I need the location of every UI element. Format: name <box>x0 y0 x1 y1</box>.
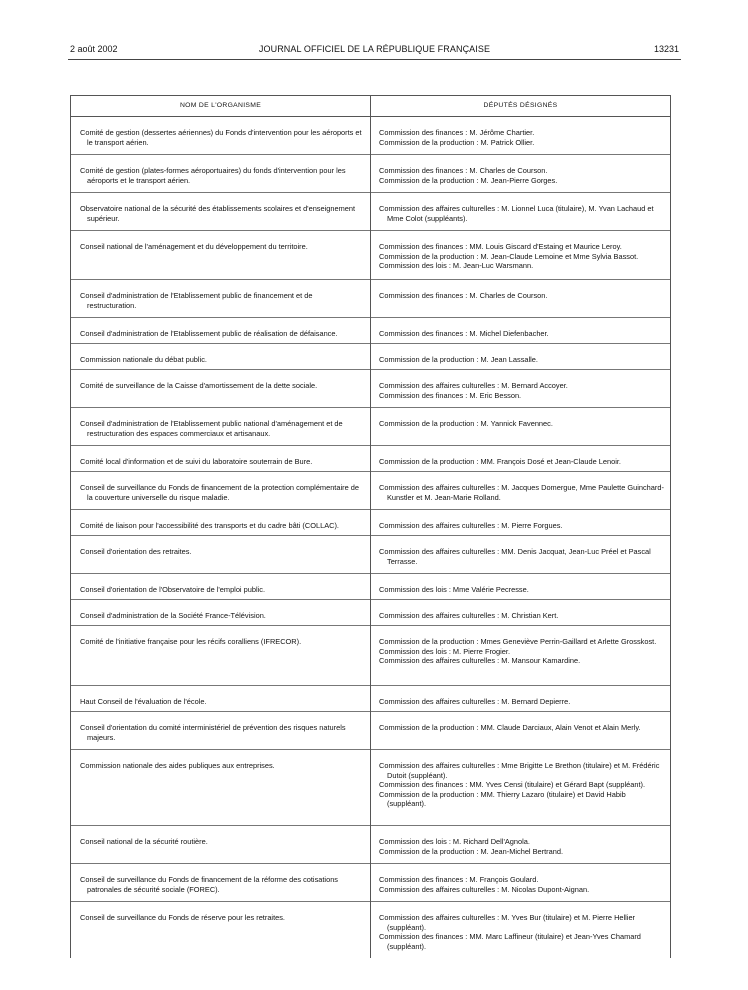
deputes-cell <box>371 626 671 686</box>
deputes-cell <box>371 231 671 280</box>
organisme-cell <box>71 280 371 318</box>
table-row <box>71 446 671 472</box>
organisme-name: Comité de liaison pour l'accessibilité des transports et du cadre bâti (COLLAC). <box>80 521 339 530</box>
deputes-cell <box>371 686 671 712</box>
organisme-name: Conseil d'orientation des retraites. <box>80 547 192 556</box>
depute-designation: Commission de la production : MM. François Dosé et Jean-Claude Lenoir. <box>379 457 621 466</box>
deputes-cell <box>371 472 671 510</box>
organisme-cell <box>71 750 371 826</box>
organisme-name: Conseil d'administration de l'Etablissement public de financement et de restructuration. <box>80 291 313 310</box>
deputes-cell <box>371 193 671 231</box>
table-body <box>71 117 671 958</box>
organisme-name: Comité de gestion (plates-formes aéroportuaires) du fonds d'intervention pour les aéroports et le transport aérien. <box>80 166 346 185</box>
organisme-name: Conseil national de l'aménagement et du développement du territoire. <box>80 242 308 251</box>
depute-designation: Commission de la production : M. Jean Lassalle. <box>379 355 538 364</box>
organisme-cell <box>71 370 371 408</box>
deputes-cell <box>371 536 671 574</box>
deputes-cell <box>371 155 671 193</box>
depute-designation: Commission des affaires culturelles : M. Yves Bur (titulaire) et M. Pierre Hellier (suppléant). <box>379 913 636 932</box>
table-row <box>71 408 671 446</box>
depute-designation: Commission des affaires culturelles : M. Pierre Forgues. <box>379 521 563 530</box>
table-row <box>71 826 671 864</box>
depute-designation: Commission des affaires culturelles : M. Christian Kert. <box>379 611 559 620</box>
column-header-organisme: NOM DE L'ORGANISME <box>71 96 371 117</box>
depute-designation: Commission des affaires culturelles : M. Bernard Accoyer. <box>379 381 568 390</box>
deputes-cell <box>371 826 671 864</box>
table-row <box>71 574 671 600</box>
depute-designation: Commission des affaires culturelles : M. Jacques Domergue, Mme Paulette Guinchard-Kunstler et M. Jean-Marie Rolland. <box>379 483 664 502</box>
header-page-number: 13231 <box>653 44 679 54</box>
organisme-cell <box>71 712 371 750</box>
organisme-cell <box>71 344 371 370</box>
depute-designation: Commission de la production : MM. Thierry Lazaro (titulaire) et David Habib (suppléant). <box>379 789 626 808</box>
depute-designation: Commission des affaires culturelles : MM. Denis Jacquat, Jean-Luc Préel et Pascal Terrasse. <box>379 547 651 566</box>
table-row <box>71 536 671 574</box>
table-row <box>71 155 671 193</box>
header-date: 2 août 2002 <box>70 44 118 54</box>
depute-designation: Commission des finances : M. Eric Besson. <box>379 390 522 400</box>
depute-designation: Commission de la production : M. Yannick Favennec. <box>379 419 553 428</box>
organisme-name: Conseil d'orientation de l'Observatoire de l'emploi public. <box>80 585 265 594</box>
depute-designation: Commission de la production : M. Jean-Pierre Gorges. <box>379 175 558 185</box>
depute-designation: Commission des lois : M. Pierre Frogier. <box>379 646 511 656</box>
table-row <box>71 750 671 826</box>
depute-designation: Commission des lois : M. Jean-Luc Warsmann. <box>379 261 534 270</box>
deputes-cell <box>371 370 671 408</box>
depute-designation: Commission de la production : Mmes Geneviève Perrin-Gaillard et Arlette Grosskost. <box>379 637 657 646</box>
page-header <box>68 44 681 60</box>
organisme-name: Comité de l'initiative française pour les récifs coralliens (IFRECOR). <box>80 637 302 646</box>
deputes-cell <box>371 864 671 902</box>
depute-designation: Commission des finances : M. Michel Diefenbacher. <box>379 329 549 338</box>
deputes-cell <box>371 117 671 155</box>
deputes-cell <box>371 712 671 750</box>
depute-designation: Commission des finances : M. François Goulard. <box>379 875 539 884</box>
deputes-cell <box>371 408 671 446</box>
depute-designation: Commission des finances : M. Charles de Courson. <box>379 166 548 175</box>
depute-designation: Commission des affaires culturelles : M. Nicolas Dupont-Aignan. <box>379 884 590 894</box>
organisme-cell <box>71 472 371 510</box>
organisme-name: Comité de surveillance de la Caisse d'amortissement de la dette sociale. <box>80 381 318 390</box>
depute-designation: Commission des affaires culturelles : M. Lionnel Luca (titulaire), M. Yvan Lachaud et Mme Colot (suppléants). <box>379 204 654 223</box>
organisme-name: Conseil national de la sécurité routière. <box>80 837 208 846</box>
deputes-cell <box>371 446 671 472</box>
header-journal-title: JOURNAL OFFICIEL DE LA RÉPUBLIQUE FRANÇAISE <box>258 44 491 54</box>
table-row <box>71 231 671 280</box>
organisme-name: Conseil d'orientation du comité interministériel de prévention des risques naturels majeurs. <box>80 723 346 742</box>
table-row <box>71 193 671 231</box>
organisme-cell <box>71 574 371 600</box>
depute-designation: Commission des affaires culturelles : M. Mansour Kamardine. <box>379 656 581 665</box>
organisme-name: Haut Conseil de l'évaluation de l'école. <box>80 697 207 706</box>
table-row <box>71 902 671 958</box>
depute-designation: Commission des finances : M. Jérôme Chartier. <box>379 128 535 137</box>
organisme-name: Observatoire national de la sécurité des établissements scolaires et d'enseignement supérieur. <box>80 204 356 223</box>
organisme-name: Comité local d'information et de suivi du laboratoire souterrain de Bure. <box>80 457 313 466</box>
organisme-name: Conseil de surveillance du Fonds de financement de la protection complémentaire de la couverture universelle du risque maladie. <box>80 483 359 502</box>
designations-table <box>70 95 671 958</box>
organisme-name: Conseil d'administration de l'Etablissement public national d'aménagement et de restructuration des espaces commerciaux et artisanaux. <box>80 419 343 438</box>
organisme-cell <box>71 510 371 536</box>
organisme-name: Conseil de surveillance du Fonds de financement de la réforme des cotisations patronales de sécurité sociale (FOREC). <box>80 875 338 894</box>
table-row <box>71 686 671 712</box>
organisme-cell <box>71 826 371 864</box>
depute-designation: Commission des finances : MM. Yves Censi (titulaire) et Gérard Bapt (suppléant). <box>379 780 646 789</box>
organisme-cell <box>71 600 371 626</box>
table-row <box>71 117 671 155</box>
deputes-cell <box>371 318 671 344</box>
depute-designation: Commission de la production : M. Jean-Claude Lemoine et Mme Sylvia Bassot. <box>379 251 639 261</box>
organisme-cell <box>71 408 371 446</box>
organisme-cell <box>71 193 371 231</box>
depute-designation: Commission des finances : M. Charles de Courson. <box>379 291 548 300</box>
organisme-cell <box>71 318 371 344</box>
deputes-cell <box>371 280 671 318</box>
organisme-cell <box>71 686 371 712</box>
depute-designation: Commission des finances : MM. Marc Laffineur (titulaire) et Jean-Yves Chamard (suppléant). <box>379 932 641 951</box>
depute-designation: Commission des finances : MM. Louis Giscard d'Estaing et Maurice Leroy. <box>379 242 622 251</box>
table-row <box>71 712 671 750</box>
deputes-cell <box>371 510 671 536</box>
organisme-cell <box>71 902 371 958</box>
organisme-cell <box>71 864 371 902</box>
table-row <box>71 600 671 626</box>
organisme-name: Comité de gestion (dessertes aériennes) du Fonds d'intervention pour les aéroports et le transport aérien. <box>80 128 362 147</box>
depute-designation: Commission des lois : Mme Valérie Pecresse. <box>379 585 529 594</box>
deputes-cell <box>371 750 671 826</box>
organisme-name: Conseil d'administration de l'Etablissement public de réalisation de défaisance. <box>80 329 338 338</box>
table-row <box>71 344 671 370</box>
table-row <box>71 626 671 686</box>
deputes-cell <box>371 574 671 600</box>
organisme-cell <box>71 231 371 280</box>
deputes-cell <box>371 902 671 958</box>
depute-designation: Commission des affaires culturelles : M. Bernard Depierre. <box>379 697 571 706</box>
organisme-cell <box>71 117 371 155</box>
organisme-cell <box>71 446 371 472</box>
table-row <box>71 472 671 510</box>
organisme-cell <box>71 536 371 574</box>
column-header-deputes: DÉPUTÉS DÉSIGNÉS <box>371 96 671 117</box>
organisme-cell <box>71 626 371 686</box>
depute-designation: Commission des affaires culturelles : Mme Brigitte Le Brethon (titulaire) et M. Frédéric Dutoit (suppléant). <box>379 761 660 780</box>
table-row <box>71 370 671 408</box>
table-header-row <box>71 96 671 117</box>
organisme-name: Commission nationale du débat public. <box>80 355 207 364</box>
depute-designation: Commission de la production : M. Patrick Ollier. <box>379 137 535 147</box>
deputes-cell <box>371 600 671 626</box>
depute-designation: Commission des lois : M. Richard Dell'Agnola. <box>379 837 530 846</box>
depute-designation: Commission de la production : M. Jean-Michel Bertrand. <box>379 846 564 856</box>
organisme-name: Commission nationale des aides publiques aux entreprises. <box>80 761 275 770</box>
depute-designation: Commission de la production : MM. Claude Darciaux, Alain Venot et Alain Merly. <box>379 723 641 732</box>
deputes-cell <box>371 344 671 370</box>
table-row <box>71 864 671 902</box>
table-row <box>71 510 671 536</box>
table-row <box>71 318 671 344</box>
table-row <box>71 280 671 318</box>
organisme-name: Conseil de surveillance du Fonds de réserve pour les retraites. <box>80 913 285 922</box>
organisme-name: Conseil d'administration de la Société France-Télévision. <box>80 611 266 620</box>
organisme-cell <box>71 155 371 193</box>
